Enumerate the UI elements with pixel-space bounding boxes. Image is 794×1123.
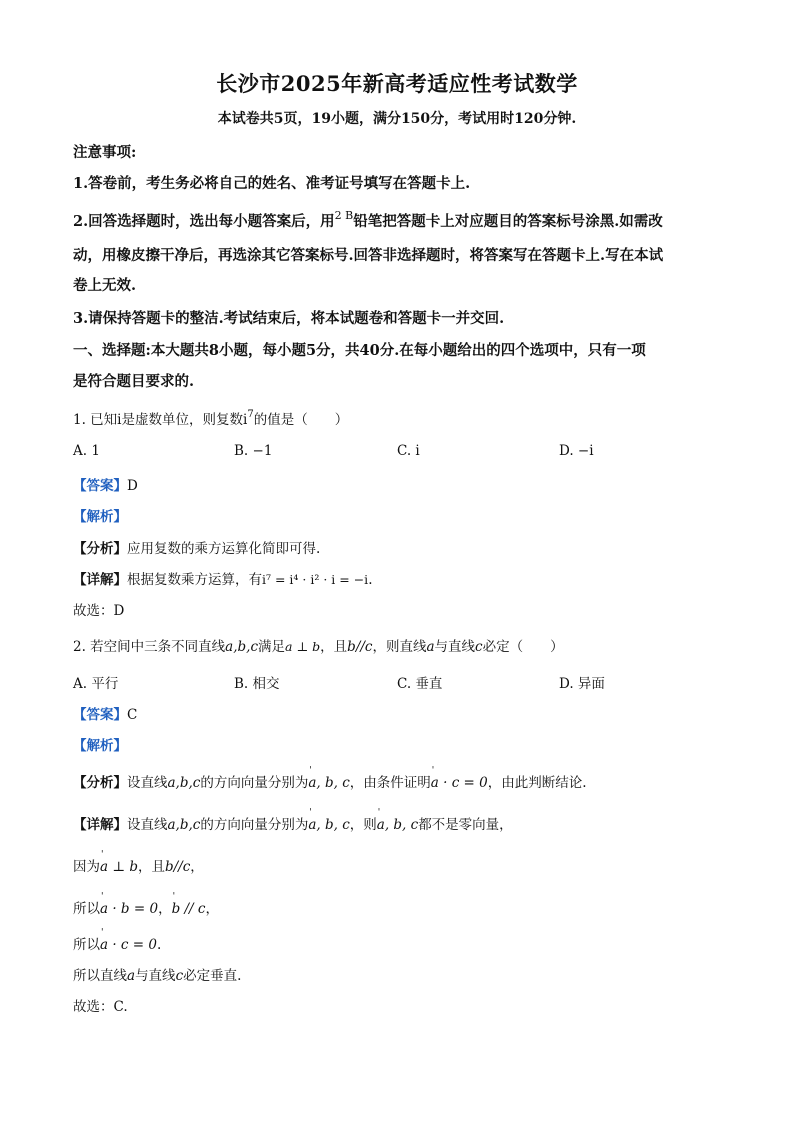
q2-line-therefore-1-eq: ' a · b = 0 [100,901,158,917]
q2-xiangjie-vars: a,b,c [167,817,201,833]
q2-line-therefore-1 [73,897,219,917]
q2-stem-text-a: 2. 若空间中三条不同直线 [73,639,226,655]
q2-fenxi: 【分析】设直线a,b,c的方向向量分别为' a, b, c，由条件证明' a · c = 0，由此判断结论. [73,771,587,791]
q2-line-therefore-2-eq: ' a · c = 0 [100,937,157,953]
q2-fenxi-label: 分析 [86,775,114,791]
section-1-heading-line-2: 是符合题目要求的. [73,373,195,390]
q2-xiangjie-text-d: 都不是零向量， [418,817,513,833]
notice-item-2-pencil: 2 B [334,209,354,222]
q2-line-conclusion [73,964,241,984]
q2-line-conclusion-c: c [175,968,184,984]
q2-line-therefore-1-text-c: ， [205,901,219,917]
q1-option-d: D. −i [559,443,594,459]
q2-analysis-heading: 【解析】 [73,738,127,754]
q1-stem-power-base: i [243,412,248,428]
q1-xiangjie-end: . [368,572,373,588]
q2-fenxi-text-c: ，由条件证明 [349,775,431,791]
q2-answer-value: C [127,707,138,723]
q1-xiangjie-label: 详解 [86,572,114,588]
q2-line-because-text-c: ， [190,859,204,875]
q1-fenxi: 【分析】应用复数的乘方运算化简即可得. [73,541,321,557]
q2-xiangjie-text-b: 的方向向量分别为 [200,817,309,833]
q2-line-therefore-2-text-a: 所以 [73,937,100,953]
q2-analysis-label: 解析 [86,738,114,754]
q1-option-c: C. i [397,443,420,459]
q2-stem-vars: a,b,c [225,639,259,655]
q1-analysis-heading: 【解析】 [73,509,127,525]
q1-fenxi-label: 分析 [86,541,114,557]
q2-line-therefore-1-parallel: ' b // c [172,901,206,917]
q1-stem-text-b: 是虚数单位，则复数 [121,412,243,428]
q1-option-a: A. 1 [73,443,100,459]
section-1-heading-line-1: 一、选择题:本大题共8小题，每小题5分，共40分.在每小题给出的四个选项中，只有一项 [73,342,646,359]
q2-option-b: B. 相交 [234,676,280,692]
q1-choice: 故选：D [73,603,125,619]
q2-option-a: A. 平行 [73,676,119,692]
q2-stem-line-c: c [475,639,483,655]
page-title: 长沙市2025年新高考适应性考试数学 [216,71,578,96]
q2-xiangjie-text-a: 设直线 [127,817,168,833]
q2-stem-text-b: 满足 [258,639,286,655]
q2-fenxi-dot: ' a · c = 0 [431,775,488,791]
q1-answer-value: D [127,478,138,494]
q2-line-therefore-2-text-b: . [156,937,162,953]
q1-stem [73,408,348,428]
q1-xiangjie: 【详解】根据复数乘方运算，有i⁷ = i⁴ · i² · i = −i. [73,572,373,588]
q2-choice: 故选：C. [73,999,128,1015]
q2-xiangjie-label: 详解 [86,817,114,833]
q1-xiangjie-text: 根据复数乘方运算，有 [127,572,262,588]
q2-xiangjie: 【详解】设直线a,b,c的方向向量分别为' a, b, c，则' a, b, c都不是零向量， [73,813,513,833]
q2-line-because-text-a: 因为 [73,859,100,875]
q2-answer: 【答案】C [73,707,138,723]
q2-line-conclusion-text-a: 所以直线 [73,968,127,984]
q2-stem-text-f: 必定（ ） [482,639,564,655]
q2-line-therefore-1-text-a: 所以 [73,901,100,917]
q2-line-because-parallel: b//c [164,859,191,875]
notice-item-1: 1.答卷前，考生务必将自己的姓名、准考证号填写在答题卡上. [73,175,471,192]
q2-stem-line-a: a [426,639,435,655]
q1-option-b: B. −1 [234,443,273,459]
q2-xiangjie-vectors-2: ' a, b, c [377,817,418,833]
q1-stem-i: i [117,412,122,428]
q2-stem [73,635,564,655]
page-subtitle: 本试卷共5页，19小题，满分150分，考试用时120分钟. [217,111,577,127]
q2-fenxi-vars: a,b,c [167,775,201,791]
q2-fenxi-vectors: ' a, b, c [308,775,349,791]
q1-xiangjie-formula: i⁷ = i⁴ · i² · i = −i [262,572,369,587]
q2-stem-parallel: b//c [347,639,373,655]
notice-item-2-line-3: 卷上无效. [73,277,137,294]
q2-option-c: C. 垂直 [397,676,443,692]
notice-item-2-text-b: 铅笔把答题卡上对应题目的答案标号涂黑.如需改 [353,213,663,230]
q2-fenxi-text-a: 设直线 [127,775,168,791]
q1-stem-exponent: 7 [247,409,254,420]
q2-xiangjie-vectors: ' a, b, c [308,817,349,833]
notice-item-3: 3.请保持答题卡的整洁.考试结束后，将本试题卷和答题卡一并交回. [73,310,505,327]
q2-line-because-text-b: ，且 [137,859,165,875]
q1-answer: 【答案】D [73,478,138,494]
q2-line-conclusion-text-b: 与直线 [135,968,176,984]
q2-stem-text-c: ，且 [320,639,348,655]
q2-option-d: D. 异面 [559,676,605,692]
q1-stem-text-a: 1. 已知 [73,412,118,428]
q2-line-because [73,855,204,875]
q2-line-therefore-2 [73,933,161,953]
notice-item-2-text-a: 2.回答选择题时，选出每小题答案后，用 [73,213,335,230]
q2-stem-text-d: ，则直线 [372,639,427,655]
q2-fenxi-text-b: 的方向向量分别为 [200,775,309,791]
q2-line-conclusion-a: a [127,968,136,984]
q2-line-because-relation: ' a ⊥ b [100,859,138,875]
q1-fenxi-text: 应用复数的乘方运算化简即可得. [127,541,321,557]
notice-heading: 注意事项: [73,144,137,161]
q2-stem-relation: a ⊥ b [285,639,321,654]
q1-answer-label: 答案 [86,478,114,494]
notice-item-2-line-2: 动，用橡皮擦干净后，再选涂其它答案标号.回答非选择题时，将答案写在答题卡上.写在本试 [73,247,664,264]
notice-item-2-line-1 [73,210,663,231]
q1-analysis-label: 解析 [86,509,114,525]
q2-xiangjie-text-c: ，则 [349,817,377,833]
q2-line-conclusion-text-d: 必定垂直. [183,968,242,984]
q1-stem-text-c: 的值是（ ） [253,412,349,428]
q2-answer-label: 答案 [86,707,114,723]
q2-stem-text-e: 与直线 [434,639,476,655]
q2-fenxi-text-d: ，由此判断结论. [487,775,587,791]
q2-line-therefore-1-text-b: ， [158,901,172,917]
